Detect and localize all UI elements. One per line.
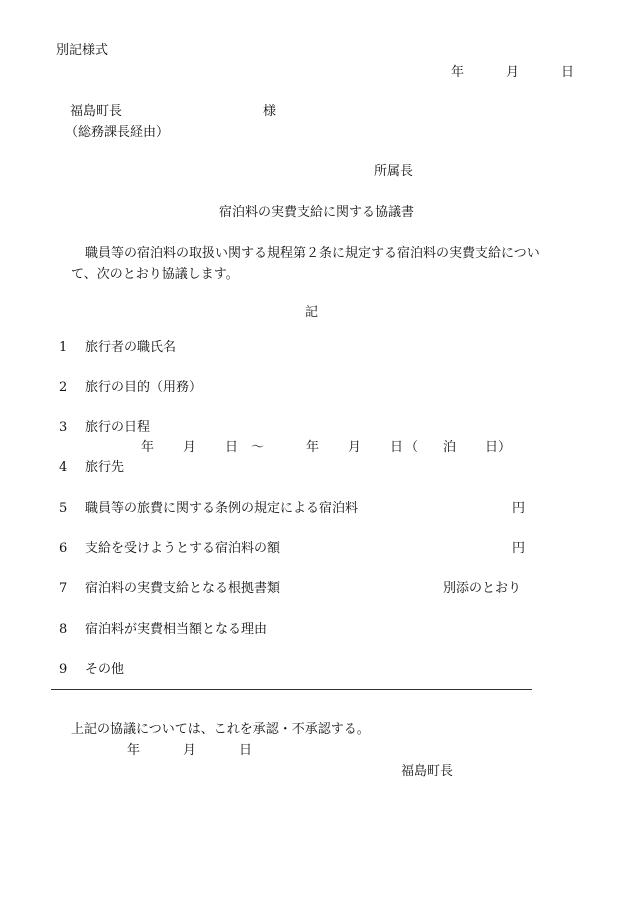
item-number: 6	[59, 541, 68, 556]
item-value: 円	[512, 501, 526, 516]
approval-day: 日	[239, 743, 253, 758]
schedule-to-year: 年	[306, 440, 320, 455]
item-number: 1	[59, 340, 68, 355]
item-number: 5	[59, 501, 68, 516]
item-number: 2	[59, 380, 68, 395]
addressee-via: （総務課長経由）	[65, 125, 170, 140]
item-label: 宿泊料の実費支給となる根拠書類	[85, 581, 281, 596]
addressee-honorific: 様	[263, 104, 277, 119]
body-line-2: て、次のとおり協議します。	[71, 267, 239, 282]
approval-signer: 福島町長	[401, 764, 454, 779]
divider-line	[51, 689, 532, 690]
item-value: 円	[512, 541, 526, 556]
item-label: 職員等の旅費に関する条例の規定による宿泊料	[85, 501, 359, 516]
item-number: 9	[59, 662, 68, 677]
schedule-from-year: 年	[141, 440, 155, 455]
sender-title: 所属長	[374, 164, 414, 179]
schedule-from-month: 月	[183, 440, 197, 455]
addressee-name: 福島町長	[70, 104, 123, 119]
item-label: その他	[85, 662, 125, 677]
item-label: 宿泊料が実費相当額となる理由	[85, 622, 268, 637]
schedule-to-day: 日	[390, 440, 404, 455]
item-number: 8	[59, 622, 68, 637]
schedule-from-day: 日	[225, 440, 239, 455]
header-date-year: 年	[451, 65, 465, 80]
header-date-day: 日	[561, 65, 575, 80]
schedule-tilde: ～	[251, 440, 265, 455]
item-label: 旅行先	[85, 460, 125, 475]
approval-month: 月	[183, 743, 197, 758]
schedule-paren-open: （	[405, 440, 419, 455]
item-label: 支給を受けようとする宿泊料の額	[85, 541, 281, 556]
body-line-1: 職員等の宿泊料の取扱い関する規程第２条に規定する宿泊料の実費支給につい	[85, 246, 540, 261]
approval-year: 年	[127, 743, 141, 758]
schedule-nights: 泊	[443, 440, 457, 455]
item-label: 旅行の日程	[85, 420, 151, 435]
item-label: 旅行者の職氏名	[85, 340, 177, 355]
item-number: 4	[59, 460, 68, 475]
approval-text: 上記の協議については、これを承認・不承認する。	[71, 722, 370, 737]
header-date-month: 月	[506, 65, 520, 80]
document-title: 宿泊料の実費支給に関する協議書	[219, 205, 415, 220]
schedule-to-month: 月	[348, 440, 362, 455]
item-number: 3	[59, 420, 68, 435]
ki-heading: 記	[305, 305, 319, 320]
item-value: 別添のとおり	[443, 581, 522, 596]
form-label: 別記様式	[56, 43, 109, 58]
item-number: 7	[59, 581, 68, 596]
item-label: 旅行の目的（用務）	[85, 380, 203, 395]
schedule-days: 日）	[485, 440, 512, 455]
